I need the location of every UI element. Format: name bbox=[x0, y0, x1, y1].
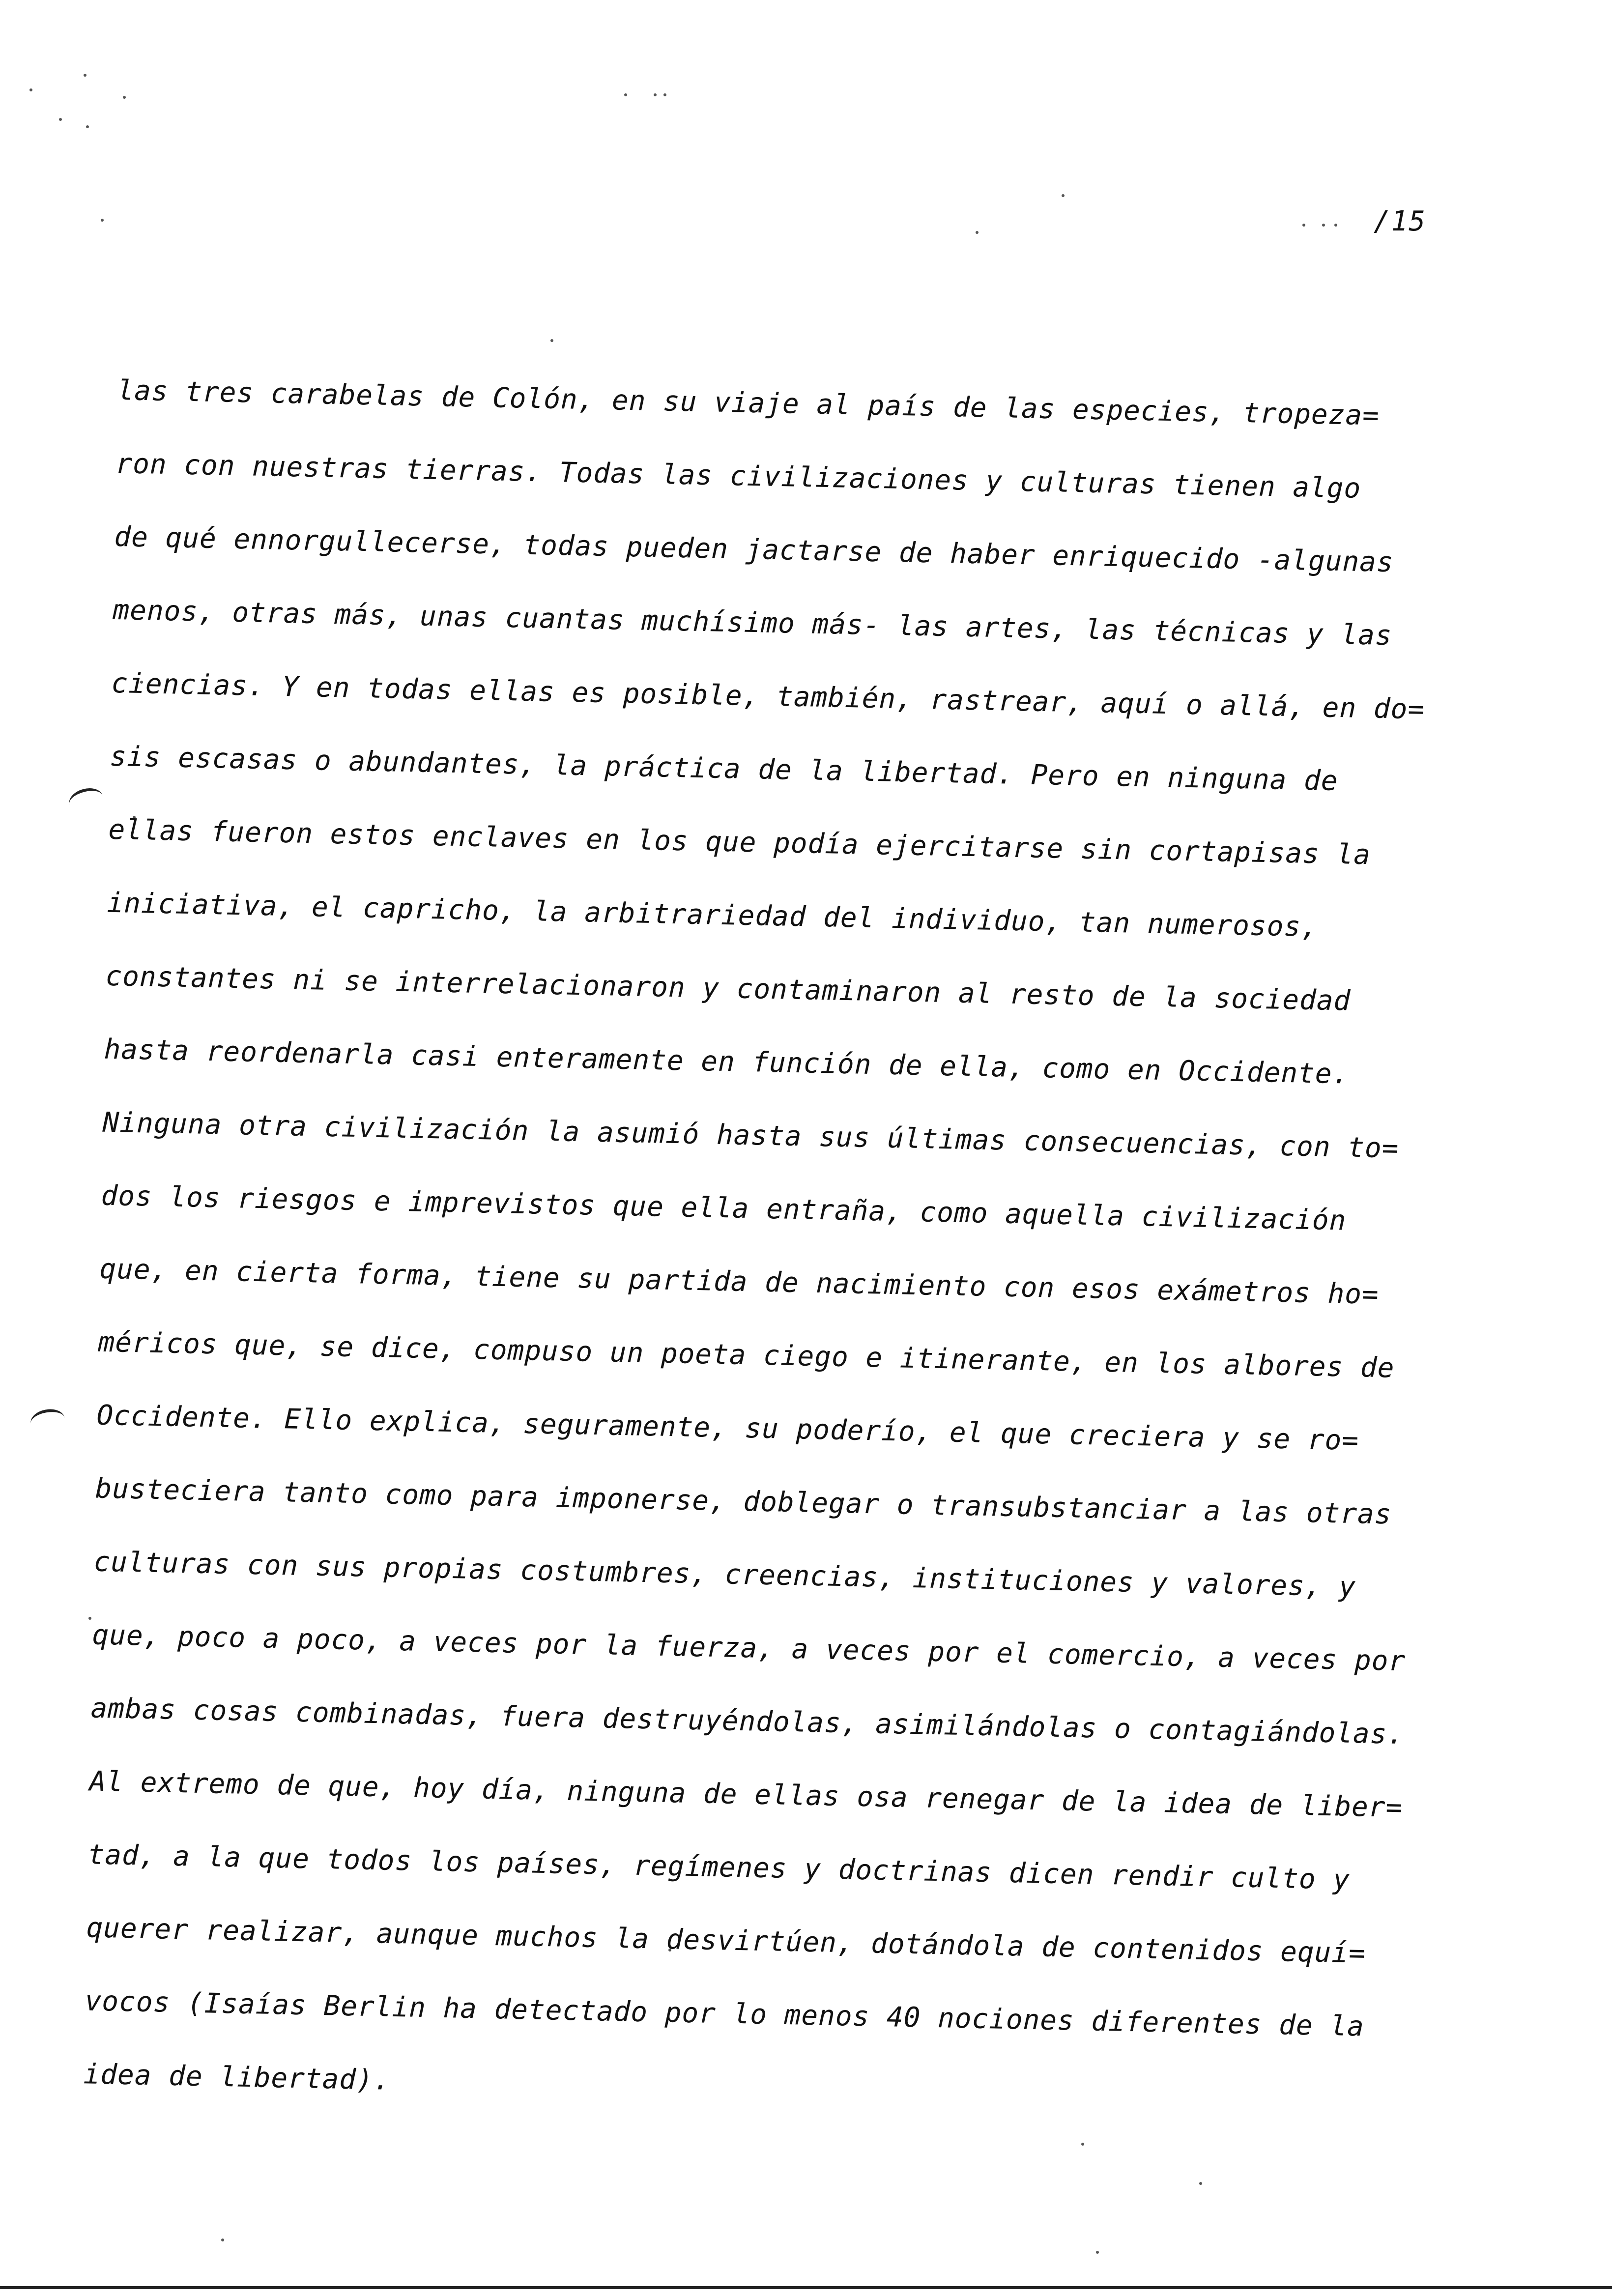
text-line: sis escasas o abundantes, la práctica de la libertad. Pero en ninguna de bbox=[109, 740, 1339, 797]
body-text bbox=[83, 354, 1464, 2138]
text-line: Al extremo de que, hoy día, ninguna de ellas osa renegar de la idea de liber= bbox=[89, 1765, 1403, 1824]
text-line: culturas con sus propias costumbres, creencias, instituciones y valores, y bbox=[93, 1546, 1356, 1604]
text-line: hasta reordenarla casi enteramente en función de ella, como en Occidente. bbox=[103, 1033, 1350, 1091]
scan-speck bbox=[1334, 224, 1337, 227]
text-line: que, en cierta forma, tiene su partida de nacimiento con esos exámetros ho= bbox=[99, 1253, 1380, 1311]
text-line: vocos (Isaías Berlin ha detectado por lo menos 40 nociones diferentes de la bbox=[85, 1985, 1365, 2043]
text-line: constantes ni se interrelacionaron y contaminaron al resto de la sociedad bbox=[105, 960, 1351, 1017]
text-line: idea de libertad). bbox=[83, 2058, 391, 2096]
text-line: menos, otras más, unas cuantas muchísimo más- las artes, las técnicas y las bbox=[112, 594, 1393, 652]
scan-speck bbox=[221, 2239, 224, 2241]
text-line: ambas cosas combinadas, fuera destruyéndolas, asimilándolas o contagiándolas. bbox=[90, 1692, 1405, 1751]
scan-speck bbox=[550, 339, 553, 342]
scan-speck bbox=[654, 93, 657, 96]
bottom-edge-rule bbox=[0, 2286, 1612, 2289]
scan-speck bbox=[1081, 2143, 1084, 2146]
scan-speck bbox=[86, 125, 89, 128]
scan-speck bbox=[624, 93, 627, 96]
scan-speck bbox=[1199, 2182, 1202, 2185]
scan-speck bbox=[88, 1617, 91, 1620]
margin-mark bbox=[29, 1406, 67, 1435]
scan-speck bbox=[29, 88, 32, 91]
text-line: busteciera tanto como para imponerse, doblegar o transubstanciar a las otras bbox=[94, 1472, 1392, 1531]
text-line: querer realizar, aunque muchos la desvirtúen, dotándola de contenidos equí= bbox=[86, 1912, 1366, 1970]
text-line: las tres carabelas de Colón, en su viaje al país de las especies, tropeza= bbox=[116, 374, 1380, 432]
text-line: tad, a la que todos los países, regímenes y doctrinas dicen rendir culto y bbox=[87, 1838, 1351, 1896]
text-line: de qué ennorgullecerse, todas pueden jactarse de haber enriquecido -algunas bbox=[114, 520, 1394, 579]
scan-speck bbox=[1302, 224, 1305, 227]
margin-mark bbox=[66, 785, 106, 816]
page-number: /15 bbox=[1374, 205, 1427, 237]
text-line: Occidente. Ello explica, seguramente, su poderío, el que creciera y se ro= bbox=[96, 1399, 1359, 1457]
scan-speck bbox=[1322, 224, 1325, 227]
scan-speck bbox=[59, 118, 62, 121]
text-line: iniciativa, el capricho, la arbitrariedad del individuo, tan numerosos, bbox=[106, 887, 1319, 944]
scan-speck bbox=[1062, 194, 1065, 197]
scan-speck bbox=[976, 231, 979, 234]
text-line: dos los riesgos e imprevistos que ella entraña, como aquella civilización bbox=[100, 1179, 1347, 1237]
scan-speck bbox=[663, 93, 666, 96]
scan-speck bbox=[123, 96, 126, 99]
scan-speck bbox=[84, 74, 86, 77]
text-line: méricos que, se dice, compuso un poeta ciego e itinerante, en los albores de bbox=[97, 1326, 1395, 1384]
text-line: Ninguna otra civilización la asumió hasta sus últimas consecuencias, con to= bbox=[102, 1106, 1400, 1165]
text-line: ciencias. Y en todas ellas es posible, también, rastrear, aquí o allá, en do= bbox=[111, 667, 1425, 726]
text-line: ellas fueron estos enclaves en los que podía ejercitarse sin cortapisas la bbox=[108, 813, 1371, 871]
scan-speck bbox=[101, 219, 104, 222]
scan-speck bbox=[1096, 2251, 1099, 2254]
text-line: ron con nuestras tierras. Todas las civilizaciones y culturas tienen algo bbox=[115, 447, 1361, 505]
text-line: que, poco a poco, a veces por la fuerza, a veces por el comercio, a veces por bbox=[92, 1619, 1406, 1678]
